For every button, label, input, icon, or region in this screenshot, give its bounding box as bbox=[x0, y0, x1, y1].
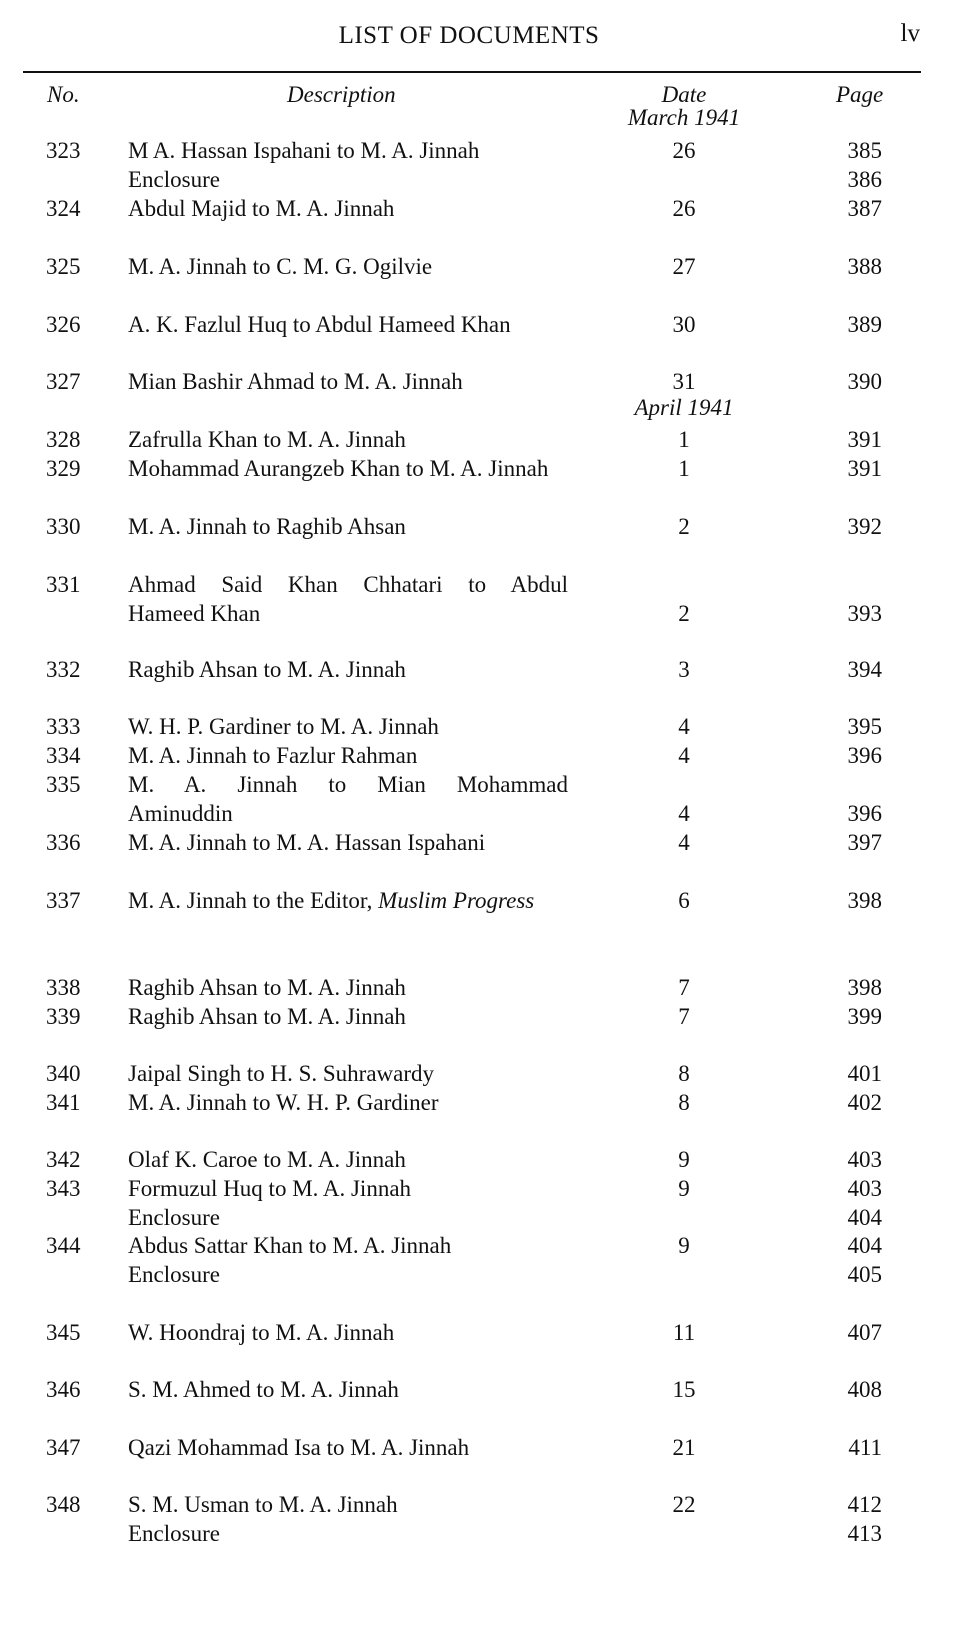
document-page: 397 bbox=[847, 830, 882, 855]
document-date: 26 bbox=[672, 138, 696, 163]
table-row bbox=[0, 1318, 968, 1348]
document-number: 342 bbox=[46, 1147, 81, 1172]
document-date: 22 bbox=[672, 1492, 696, 1517]
document-date: 1 bbox=[678, 427, 690, 452]
table-row bbox=[0, 1145, 968, 1175]
document-description: Mohammad Aurangzeb Khan to M. A. Jinnah bbox=[128, 456, 549, 481]
document-date: 4 bbox=[678, 830, 690, 855]
document-number: 337 bbox=[46, 888, 81, 913]
document-number: 326 bbox=[46, 312, 81, 337]
document-page: 413 bbox=[847, 1521, 882, 1546]
document-number: 334 bbox=[46, 743, 81, 768]
table-row bbox=[0, 194, 968, 224]
document-number: 344 bbox=[46, 1233, 81, 1258]
document-description: A. K. Fazlul Huq to Abdul Hameed Khan bbox=[128, 312, 511, 337]
table-row bbox=[0, 1203, 968, 1233]
table-row bbox=[0, 828, 968, 858]
page-number: lv bbox=[900, 20, 920, 47]
document-description: Zafrulla Khan to M. A. Jinnah bbox=[128, 427, 406, 452]
table-row bbox=[0, 1059, 968, 1089]
document-date: 7 bbox=[678, 1004, 690, 1029]
column-header-page: Page bbox=[836, 82, 884, 107]
document-description: M. A. Jinnah to Fazlur Rahman bbox=[128, 743, 418, 768]
column-header-no: No. bbox=[47, 82, 80, 107]
document-description: S. M. Ahmed to M. A. Jinnah bbox=[128, 1377, 399, 1402]
document-page: 401 bbox=[847, 1061, 882, 1086]
document-page: 385 bbox=[847, 138, 882, 163]
document-page: 408 bbox=[847, 1377, 882, 1402]
document-date: 9 bbox=[678, 1233, 690, 1258]
table-row bbox=[0, 1002, 968, 1032]
document-number: 339 bbox=[46, 1004, 81, 1029]
document-date: 2 bbox=[678, 601, 690, 626]
document-date: 7 bbox=[678, 975, 690, 1000]
table-row bbox=[0, 454, 968, 484]
document-number: 331 bbox=[46, 572, 81, 597]
document-number: 324 bbox=[46, 196, 81, 221]
document-description: Enclosure bbox=[128, 1262, 220, 1287]
document-number: 338 bbox=[46, 975, 81, 1000]
document-page: 389 bbox=[847, 312, 882, 337]
document-page: 404 bbox=[847, 1233, 882, 1258]
document-page: 387 bbox=[847, 196, 882, 221]
document-date: 4 bbox=[678, 714, 690, 739]
document-page: 398 bbox=[847, 975, 882, 1000]
document-date: 26 bbox=[672, 196, 696, 221]
document-page: 391 bbox=[847, 427, 882, 452]
document-description: Enclosure bbox=[128, 167, 220, 192]
table-row bbox=[0, 799, 968, 829]
table-row bbox=[0, 1433, 968, 1463]
table-row bbox=[0, 712, 968, 742]
document-date: 2 bbox=[678, 514, 690, 539]
table-row bbox=[0, 770, 968, 800]
document-date: 4 bbox=[678, 801, 690, 826]
column-header-description: Description bbox=[287, 82, 396, 107]
document-description: M. A. Jinnah to the Editor, Muslim Progress bbox=[128, 888, 535, 913]
publication-title: Muslim Progress bbox=[378, 888, 535, 913]
month-heading-april: April 1941 bbox=[634, 395, 734, 420]
document-page: 395 bbox=[847, 714, 882, 739]
page-title: LIST OF DOCUMENTS bbox=[338, 22, 600, 49]
document-number: 328 bbox=[46, 427, 81, 452]
document-description: M. A. Jinnah to Raghib Ahsan bbox=[128, 514, 406, 539]
document-page: 399 bbox=[847, 1004, 882, 1029]
table-row bbox=[0, 1088, 968, 1118]
table-row bbox=[0, 1231, 968, 1261]
document-date: 6 bbox=[678, 888, 690, 913]
document-page: 396 bbox=[847, 801, 882, 826]
document-description: W. Hoondraj to M. A. Jinnah bbox=[128, 1320, 395, 1345]
document-description: M A. Hassan Ispahani to M. A. Jinnah bbox=[128, 138, 480, 163]
table-row bbox=[0, 973, 968, 1003]
table-row bbox=[0, 310, 968, 340]
table-row bbox=[0, 136, 968, 166]
table-row bbox=[0, 741, 968, 771]
document-date: 3 bbox=[678, 657, 690, 682]
document-description: W. H. P. Gardiner to M. A. Jinnah bbox=[128, 714, 439, 739]
document-number: 336 bbox=[46, 830, 81, 855]
document-number: 327 bbox=[46, 369, 81, 394]
document-number: 330 bbox=[46, 514, 81, 539]
document-page: 393 bbox=[847, 601, 882, 626]
document-date: 11 bbox=[672, 1320, 696, 1345]
document-page: 396 bbox=[847, 743, 882, 768]
document-date: 30 bbox=[672, 312, 696, 337]
document-page: 404 bbox=[847, 1205, 882, 1230]
column-header-date: Date bbox=[661, 82, 707, 107]
document-page: 402 bbox=[847, 1090, 882, 1115]
table-row bbox=[0, 367, 968, 397]
document-page: 394 bbox=[847, 657, 882, 682]
document-description: S. M. Usman to M. A. Jinnah bbox=[128, 1492, 398, 1517]
document-number: 343 bbox=[46, 1176, 81, 1201]
month-heading-march: March 1941 bbox=[627, 105, 741, 130]
document-number: 341 bbox=[46, 1090, 81, 1115]
document-description: Aminuddin bbox=[128, 801, 233, 826]
document-page: 412 bbox=[847, 1492, 882, 1517]
document-description: Formuzul Huq to M. A. Jinnah bbox=[128, 1176, 412, 1201]
document-number: 332 bbox=[46, 657, 81, 682]
document-number: 325 bbox=[46, 254, 81, 279]
document-date: 8 bbox=[678, 1090, 690, 1115]
document-page: 392 bbox=[847, 514, 882, 539]
document-number: 333 bbox=[46, 714, 81, 739]
table-row bbox=[0, 1519, 968, 1549]
document-description: Olaf K. Caroe to M. A. Jinnah bbox=[128, 1147, 406, 1172]
document-number: 348 bbox=[46, 1492, 81, 1517]
document-date: 4 bbox=[678, 743, 690, 768]
document-number: 323 bbox=[46, 138, 81, 163]
header-rule bbox=[23, 71, 921, 73]
document-description: Mian Bashir Ahmad to M. A. Jinnah bbox=[128, 369, 463, 394]
table-row bbox=[0, 165, 968, 195]
table-row bbox=[0, 1490, 968, 1520]
document-number: 329 bbox=[46, 456, 81, 481]
document-date: 8 bbox=[678, 1061, 690, 1086]
table-row bbox=[0, 252, 968, 282]
document-page: 386 bbox=[847, 167, 882, 192]
document-description: Abdul Majid to M. A. Jinnah bbox=[128, 196, 395, 221]
document-date: 21 bbox=[672, 1435, 696, 1460]
document-date: 1 bbox=[678, 456, 690, 481]
document-date: 9 bbox=[678, 1176, 690, 1201]
document-description: Enclosure bbox=[128, 1205, 220, 1230]
document-description: Raghib Ahsan to M. A. Jinnah bbox=[128, 975, 406, 1000]
table-row bbox=[0, 599, 968, 629]
document-description: M. A. Jinnah to M. A. Hassan Ispahani bbox=[128, 830, 486, 855]
table-row bbox=[0, 425, 968, 455]
document-date: 27 bbox=[672, 254, 696, 279]
document-page: 403 bbox=[847, 1176, 882, 1201]
document-page: 390 bbox=[847, 369, 882, 394]
document-description: M. A. Jinnah to C. M. G. Ogilvie bbox=[128, 254, 433, 279]
document-page: 388 bbox=[847, 254, 882, 279]
document-description: Abdus Sattar Khan to M. A. Jinnah bbox=[128, 1233, 452, 1258]
table-row bbox=[0, 655, 968, 685]
document-description: Hameed Khan bbox=[128, 601, 261, 626]
document-description: Ahmad Said Khan Chhatari to Abdul bbox=[128, 572, 568, 597]
document-number: 335 bbox=[46, 772, 81, 797]
document-page: 405 bbox=[847, 1262, 882, 1287]
document-description: Raghib Ahsan to M. A. Jinnah bbox=[128, 1004, 406, 1029]
document-description: Raghib Ahsan to M. A. Jinnah bbox=[128, 657, 406, 682]
document-page: 407 bbox=[847, 1320, 882, 1345]
document-page: 391 bbox=[847, 456, 882, 481]
document-description: Jaipal Singh to H. S. Suhrawardy bbox=[128, 1061, 435, 1086]
document-number: 340 bbox=[46, 1061, 81, 1086]
document-date: 15 bbox=[672, 1377, 696, 1402]
table-row bbox=[0, 1375, 968, 1405]
table-row bbox=[0, 886, 968, 916]
document-description: M. A. Jinnah to Mian Mohammad bbox=[128, 772, 568, 797]
document-description: M. A. Jinnah to W. H. P. Gardiner bbox=[128, 1090, 439, 1115]
document-date: 31 bbox=[672, 369, 696, 394]
table-row bbox=[0, 1174, 968, 1204]
document-description: Enclosure bbox=[128, 1521, 220, 1546]
table-row bbox=[0, 512, 968, 542]
document-description: Qazi Mohammad Isa to M. A. Jinnah bbox=[128, 1435, 470, 1460]
table-row bbox=[0, 570, 968, 600]
document-page: 398 bbox=[847, 888, 882, 913]
document-page: 411 bbox=[848, 1435, 882, 1460]
document-page: 403 bbox=[847, 1147, 882, 1172]
table-row bbox=[0, 1260, 968, 1290]
document-number: 345 bbox=[46, 1320, 81, 1345]
document-number: 346 bbox=[46, 1377, 81, 1402]
document-number: 347 bbox=[46, 1435, 81, 1460]
document-date: 9 bbox=[678, 1147, 690, 1172]
